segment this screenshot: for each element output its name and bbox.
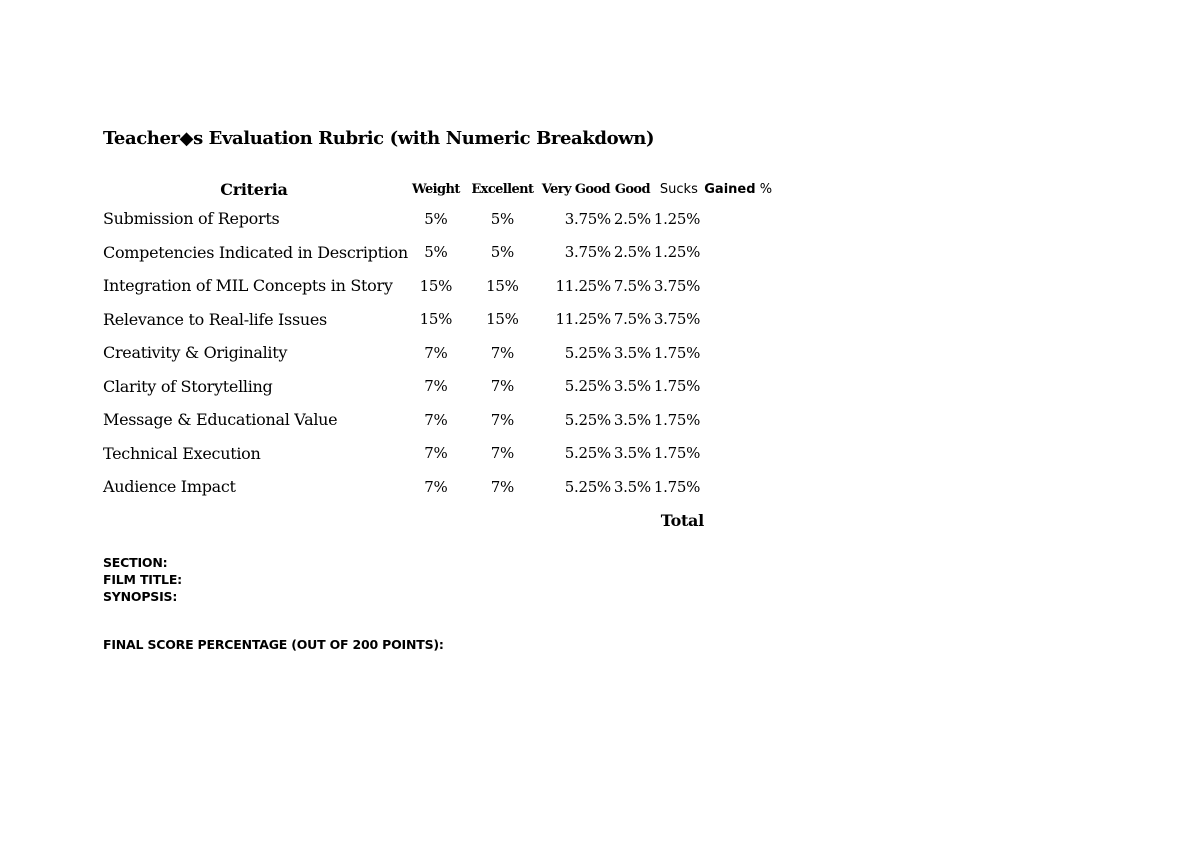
very-good-cell: 5.25% [564,444,611,463]
gained-cell [704,303,756,337]
very-good-cell: 5.25% [564,343,611,362]
percent-cell [756,202,776,236]
table-row [100,336,776,370]
percent-cell [756,403,776,437]
criteria-cell: Audience Impact [103,477,236,497]
very-good-cell: 3.75% [564,209,611,228]
final-score-label: FINAL SCORE PERCENTAGE (OUT OF 200 POINTS): [103,637,444,652]
section-label: SECTION: [103,555,168,570]
good-cell: 3.5% [613,343,651,362]
excellent-cell: 15% [486,276,519,295]
very-good-cell: 3.75% [564,243,611,262]
gained-cell [704,269,756,303]
table-row [100,269,776,303]
total-row [100,504,776,538]
excellent-cell: 7% [490,477,514,496]
gained-cell [704,236,756,270]
table-row [100,202,776,236]
weight-cell: 15% [419,276,453,295]
sucks-cell: 1.25% [653,243,701,262]
gained-cell [704,336,756,370]
header-percent: % [759,181,773,197]
weight-cell: 7% [424,343,448,362]
very-good-cell: 11.25% [555,310,611,329]
percent-cell [756,470,776,504]
criteria-cell: Relevance to Real-life Issues [103,309,327,329]
good-cell: 2.5% [613,243,651,262]
percent-cell [756,269,776,303]
header-gained: Gained [704,181,756,197]
sucks-cell: 1.75% [653,477,701,496]
excellent-cell: 7% [490,343,514,362]
weight-cell: 7% [424,410,448,429]
percent-cell [756,437,776,471]
very-good-cell: 5.25% [564,377,611,396]
criteria-cell: Competencies Indicated in Description [103,242,408,262]
table-row [100,303,776,337]
gained-cell [704,370,756,404]
criteria-cell: Integration of MIL Concepts in Story [103,276,393,296]
good-cell: 2.5% [613,209,651,228]
weight-cell: 5% [424,243,448,262]
very-good-cell: 5.25% [564,477,611,496]
excellent-cell: 7% [490,410,514,429]
gained-cell [704,437,756,471]
header-very-good: Very Good [541,181,610,197]
criteria-cell: Submission of Reports [103,209,280,229]
header-excellent: Excellent [471,181,534,197]
table-row [100,236,776,270]
excellent-cell: 7% [490,444,514,463]
criteria-cell: Message & Educational Value [103,410,338,430]
criteria-cell: Clarity of Storytelling [103,376,273,396]
synopsis-label: SYNOPSIS: [103,589,178,604]
excellent-cell: 5% [490,243,514,262]
table-row [100,470,776,504]
good-cell: 3.5% [613,477,651,496]
weight-cell: 7% [424,444,448,463]
info-block [103,554,182,605]
weight-cell: 7% [424,477,448,496]
table-row [100,437,776,471]
weight-cell: 15% [419,310,453,329]
header-good: Good [614,181,650,197]
total-percent-cell [756,504,776,538]
gained-cell [704,403,756,437]
total-gained-cell [704,504,756,538]
sucks-cell: 3.75% [653,310,701,329]
header-criteria: Criteria [220,179,288,199]
good-cell: 7.5% [613,310,651,329]
excellent-cell: 5% [490,209,514,228]
percent-cell [756,303,776,337]
sucks-cell: 1.75% [653,410,701,429]
very-good-cell: 11.25% [555,276,611,295]
excellent-cell: 15% [486,310,519,329]
good-cell: 3.5% [613,377,651,396]
header-sucks: Sucks [659,181,698,197]
sucks-cell: 1.25% [653,209,701,228]
very-good-cell: 5.25% [564,410,611,429]
good-cell: 3.5% [613,444,651,463]
sucks-cell: 1.75% [653,343,701,362]
gained-cell [704,202,756,236]
header-weight: Weight [412,181,460,197]
gained-cell [704,470,756,504]
rubric-table [100,176,776,537]
percent-cell [756,336,776,370]
page-title: Teacher◆s Evaluation Rubric (with Numeric Breakdown) [103,128,655,149]
weight-cell: 7% [424,377,448,396]
table-row [100,370,776,404]
sucks-cell: 1.75% [653,377,701,396]
criteria-cell: Technical Execution [103,443,261,463]
table-header-row [100,176,776,202]
film-title-label: FILM TITLE: [103,572,182,587]
criteria-cell: Creativity & Originality [103,343,288,363]
sucks-cell: 3.75% [653,276,701,295]
total-label: Total [660,510,704,530]
table-row [100,403,776,437]
percent-cell [756,370,776,404]
percent-cell [756,236,776,270]
good-cell: 7.5% [613,276,651,295]
weight-cell: 5% [424,209,448,228]
good-cell: 3.5% [613,410,651,429]
sucks-cell: 1.75% [653,444,701,463]
excellent-cell: 7% [490,377,514,396]
